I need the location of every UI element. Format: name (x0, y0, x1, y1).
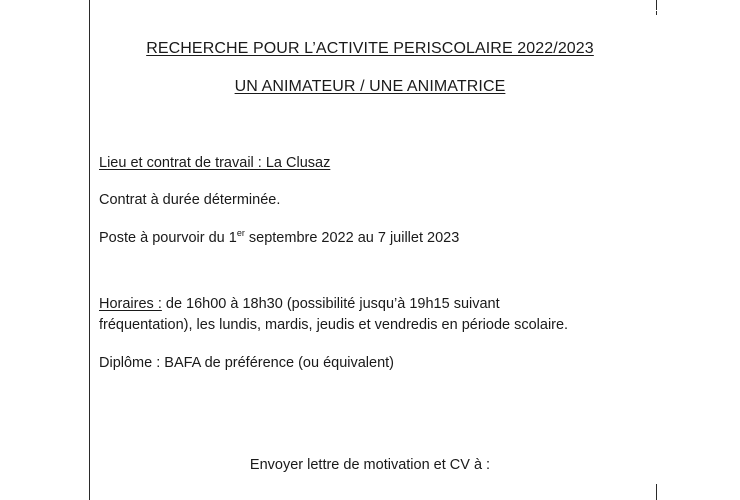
document-title: RECHERCHE POUR L’ACTIVITE PERISCOLAIRE 2022/2023 (146, 40, 594, 57)
page-border-right-mark (656, 11, 657, 15)
page-border-right-bottom (656, 484, 657, 500)
hours-text-1: de 16h00 à 18h30 (possibilité jusqu’à 19h15 suivant (161, 296, 500, 312)
contract-type-line: Contrat à durée déterminée. (99, 192, 281, 208)
page-border-right-top (656, 0, 657, 10)
position-dates-line (99, 228, 459, 246)
page-border-left (89, 0, 90, 500)
hours-label: Horaires : (99, 296, 162, 312)
send-instruction-line: Envoyer lettre de motivation et CV à : (249, 457, 491, 473)
position-prefix: Poste à pourvoir du 1 (99, 230, 237, 246)
position-suffix: septembre 2022 au 7 juillet 2023 (244, 230, 460, 246)
hours-line-2: fréquentation), les lundis, mardis, jeudis et vendredis en période scolaire. (99, 317, 569, 333)
document-subtitle: UN ANIMATEUR / UNE ANIMATRICE (234, 78, 506, 95)
workplace-line: Lieu et contrat de travail : La Clusaz (99, 155, 331, 171)
diploma-line: Diplôme : BAFA de préférence (ou équivalent) (99, 355, 394, 371)
hours-line-1 (99, 296, 500, 312)
position-superscript: er (236, 228, 245, 238)
